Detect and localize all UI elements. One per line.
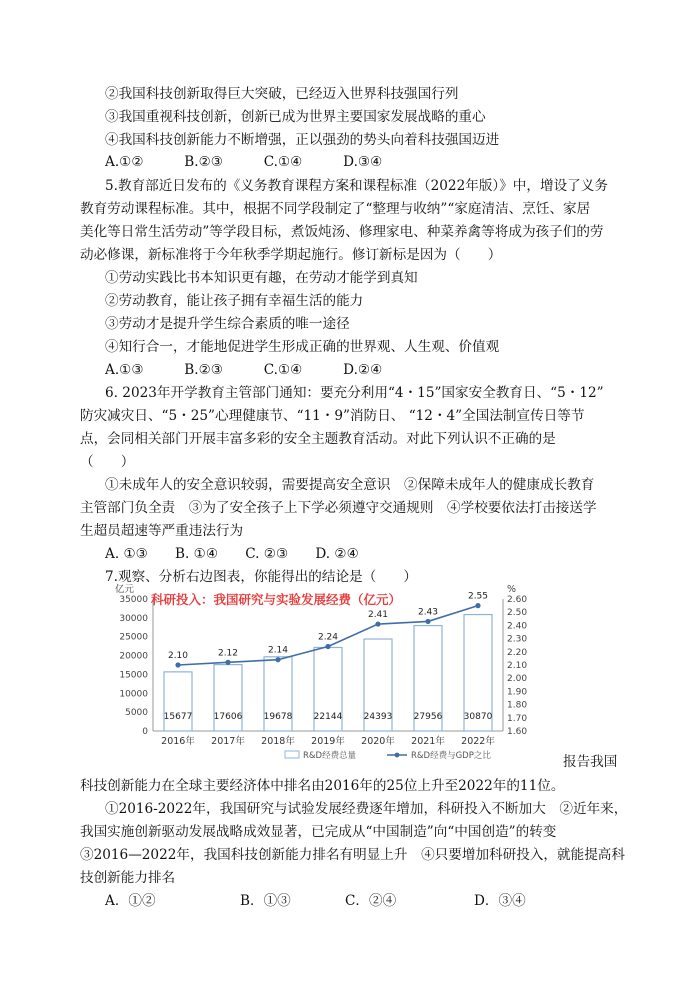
bar-value-label: 30870	[463, 712, 493, 722]
q7-context-tail: 报告我国	[563, 754, 618, 770]
q6-option-line-3: 生超员超速等严重违法行为	[80, 523, 244, 539]
ratio-label: 2.24	[317, 632, 339, 643]
q6-option-line-1: ①未成年人的安全意识较弱，需要提高安全意识 ②保障未成年人的健康成长教育	[105, 477, 595, 493]
y-tick-label: 25000	[119, 632, 148, 643]
q7-answer-b: B．①③	[240, 893, 291, 909]
bar-value-label: 19678	[263, 712, 293, 722]
legend-line-label: R&D经费与GDP之比	[411, 751, 491, 761]
q7-option-line-2: 我国实施创新驱动发展战略成效显著，已完成从“中国制造”向“中国创造”的转变	[80, 824, 557, 840]
chart-svg	[95, 582, 528, 764]
x-tick-label: 2016年	[161, 736, 195, 747]
q6-stem-4: （ ）	[80, 454, 135, 470]
q5-stem-2: 教育劳动课程标准。其中，根据不同学段制定了“整理与收纳”“家庭清洁、烹饪、家居	[80, 201, 591, 217]
q7-answer-d: D．③④	[474, 893, 526, 909]
y-tick-label: 30000	[119, 613, 148, 624]
q5-option-4: ④知行合一，才能地促进学生形成正确的世界观、人生观、价值观	[105, 339, 500, 355]
q4-option-3: ③我国重视科技创新，创新已成为世界主要国家发展战略的重心	[105, 109, 486, 125]
q7-answer-c: C．②④	[345, 893, 397, 909]
q6-stem-3: 点，会同相关部门开展丰富多彩的安全主题教育活动。对此下列认识不正确的是	[80, 431, 556, 447]
ratio-label: 2.43	[417, 607, 439, 618]
bar-value-label: 22144	[313, 712, 343, 722]
q4-option-4: ④我国科技创新能力不断增强，正以强劲的势头向着科技强国迈进	[105, 132, 500, 148]
ratio-point	[425, 619, 430, 624]
x-tick-label: 2017年	[211, 736, 245, 747]
bar-value-label: 27956	[413, 712, 443, 722]
x-tick-label: 2021年	[411, 736, 445, 747]
ratio-label: 2.14	[267, 645, 289, 656]
y2-tick-label: 1.90	[507, 687, 528, 698]
ratio-point	[325, 644, 330, 649]
y2-tick-label: 2.00	[507, 674, 528, 685]
ratio-point	[475, 603, 480, 608]
q7-option-line-3: ③2016—2022年，我国科技创新能力排名有明显上升 ④只要增加科研投入，就能提高科	[80, 847, 625, 863]
q7-answer-a: A．①②	[105, 893, 156, 909]
y2-tick-label: 2.30	[507, 634, 528, 645]
ratio-point	[375, 621, 380, 626]
y2-axis-label: %	[507, 584, 517, 595]
q4-option-2: ②我国科技创新取得巨大突破，已经迈入世界科技强国行列	[105, 86, 459, 102]
q5-stem-4: 动必修课，新标准将于今年秋季学期起施行。修订新标是因为（ ）	[80, 247, 502, 263]
y2-tick-label: 2.40	[507, 621, 528, 632]
y-axis-label: 亿元	[115, 584, 135, 595]
ratio-point	[175, 662, 180, 667]
q6-stem-1: 6. 2023年开学教育主管部门通知：要充分利用“4・15”国家安全教育日、“5・12”	[105, 385, 604, 401]
q5-option-1: ①劳动实践比书本知识更有趣，在劳动才能学到真知	[105, 270, 418, 286]
y-tick-label: 10000	[119, 689, 148, 700]
y-tick-label: 15000	[119, 670, 148, 681]
x-tick-label: 2018年	[261, 736, 295, 747]
legend-bar-swatch	[285, 751, 299, 758]
q5-stem-1: 5.教育部近日发布的《义务教育课程方案和课程标准（2022年版）》中，增设了义务	[105, 178, 608, 194]
ratio-label: 2.41	[367, 610, 389, 621]
bar-value-label: 24393	[363, 712, 393, 722]
legend-bar-label: R&D经费总量	[303, 751, 357, 761]
ratio-point	[225, 660, 230, 665]
bar-value-label: 17606	[213, 712, 243, 722]
y2-tick-label: 1.70	[507, 713, 528, 724]
q7-context: 科技创新能力在全球主要经济体中排名由2016年的25位上升至2022年的11位。	[80, 778, 565, 794]
x-tick-label: 2019年	[311, 736, 345, 747]
bar-value-label: 15677	[163, 712, 193, 722]
q7-option-line-1: ①2016-2022年，我国研究与试验发展经费逐年增加，科研投入不断加大 ②近年来，	[105, 801, 628, 817]
bar	[164, 672, 192, 731]
y2-tick-label: 2.60	[507, 595, 528, 605]
q5-answers: A.①③ B.②③ C.①④ D.②④	[105, 362, 383, 378]
ratio-label: 2.12	[217, 648, 239, 659]
y2-tick-label: 1.60	[507, 727, 528, 737]
ratio-point	[275, 657, 280, 662]
q4-answers: A.①② B.②③ C.①④ D.③④	[105, 154, 383, 170]
rd-expenditure-chart	[95, 582, 528, 764]
legend-line-marker	[395, 753, 400, 758]
q7-stem: 7.观察、分析右边图表，你能得出的结论是（ ）	[105, 569, 418, 585]
ratio-label: 2.55	[467, 591, 489, 602]
y2-tick-label: 2.20	[507, 647, 528, 658]
y2-tick-label: 2.50	[507, 608, 528, 619]
q7-option-line-4: 技创新能力排名	[80, 870, 176, 886]
q5-stem-3: 美化等日常生活劳动”等学段目标，煮饭炖汤、修理家电、种菜养禽等将成为孩子们的劳	[80, 224, 604, 240]
q5-option-3: ③劳动才是提升学生综合素质的唯一途径	[105, 316, 350, 332]
x-tick-label: 2022年	[461, 736, 495, 747]
y2-tick-label: 1.80	[507, 700, 528, 711]
q6-option-line-2: 主管部门负全责 ③为了安全孩子上下学必须遵守交通规则 ④学校要依法打击接送学	[80, 500, 597, 516]
y-tick-label: 0	[142, 727, 148, 737]
q6-stem-2: 防灾减灾日、“5・25”心理健康节、“11・9”消防日、 “12・4”全国法制宣传日等节	[80, 408, 585, 424]
x-tick-label: 2020年	[361, 736, 395, 747]
y-tick-label: 35000	[119, 595, 148, 605]
chart-title: 科研投入：我国研究与实验发展经费（亿元）	[151, 592, 402, 607]
q6-answers: A. ①③ B. ①④ C. ②③ D. ②④	[105, 546, 359, 562]
y2-tick-label: 2.10	[507, 661, 528, 671]
y-tick-label: 5000	[125, 708, 148, 719]
ratio-label: 2.10	[167, 651, 189, 661]
q5-option-2: ②劳动教育，能让孩子拥有幸福生活的能力	[105, 293, 364, 309]
y-tick-label: 20000	[119, 651, 148, 662]
